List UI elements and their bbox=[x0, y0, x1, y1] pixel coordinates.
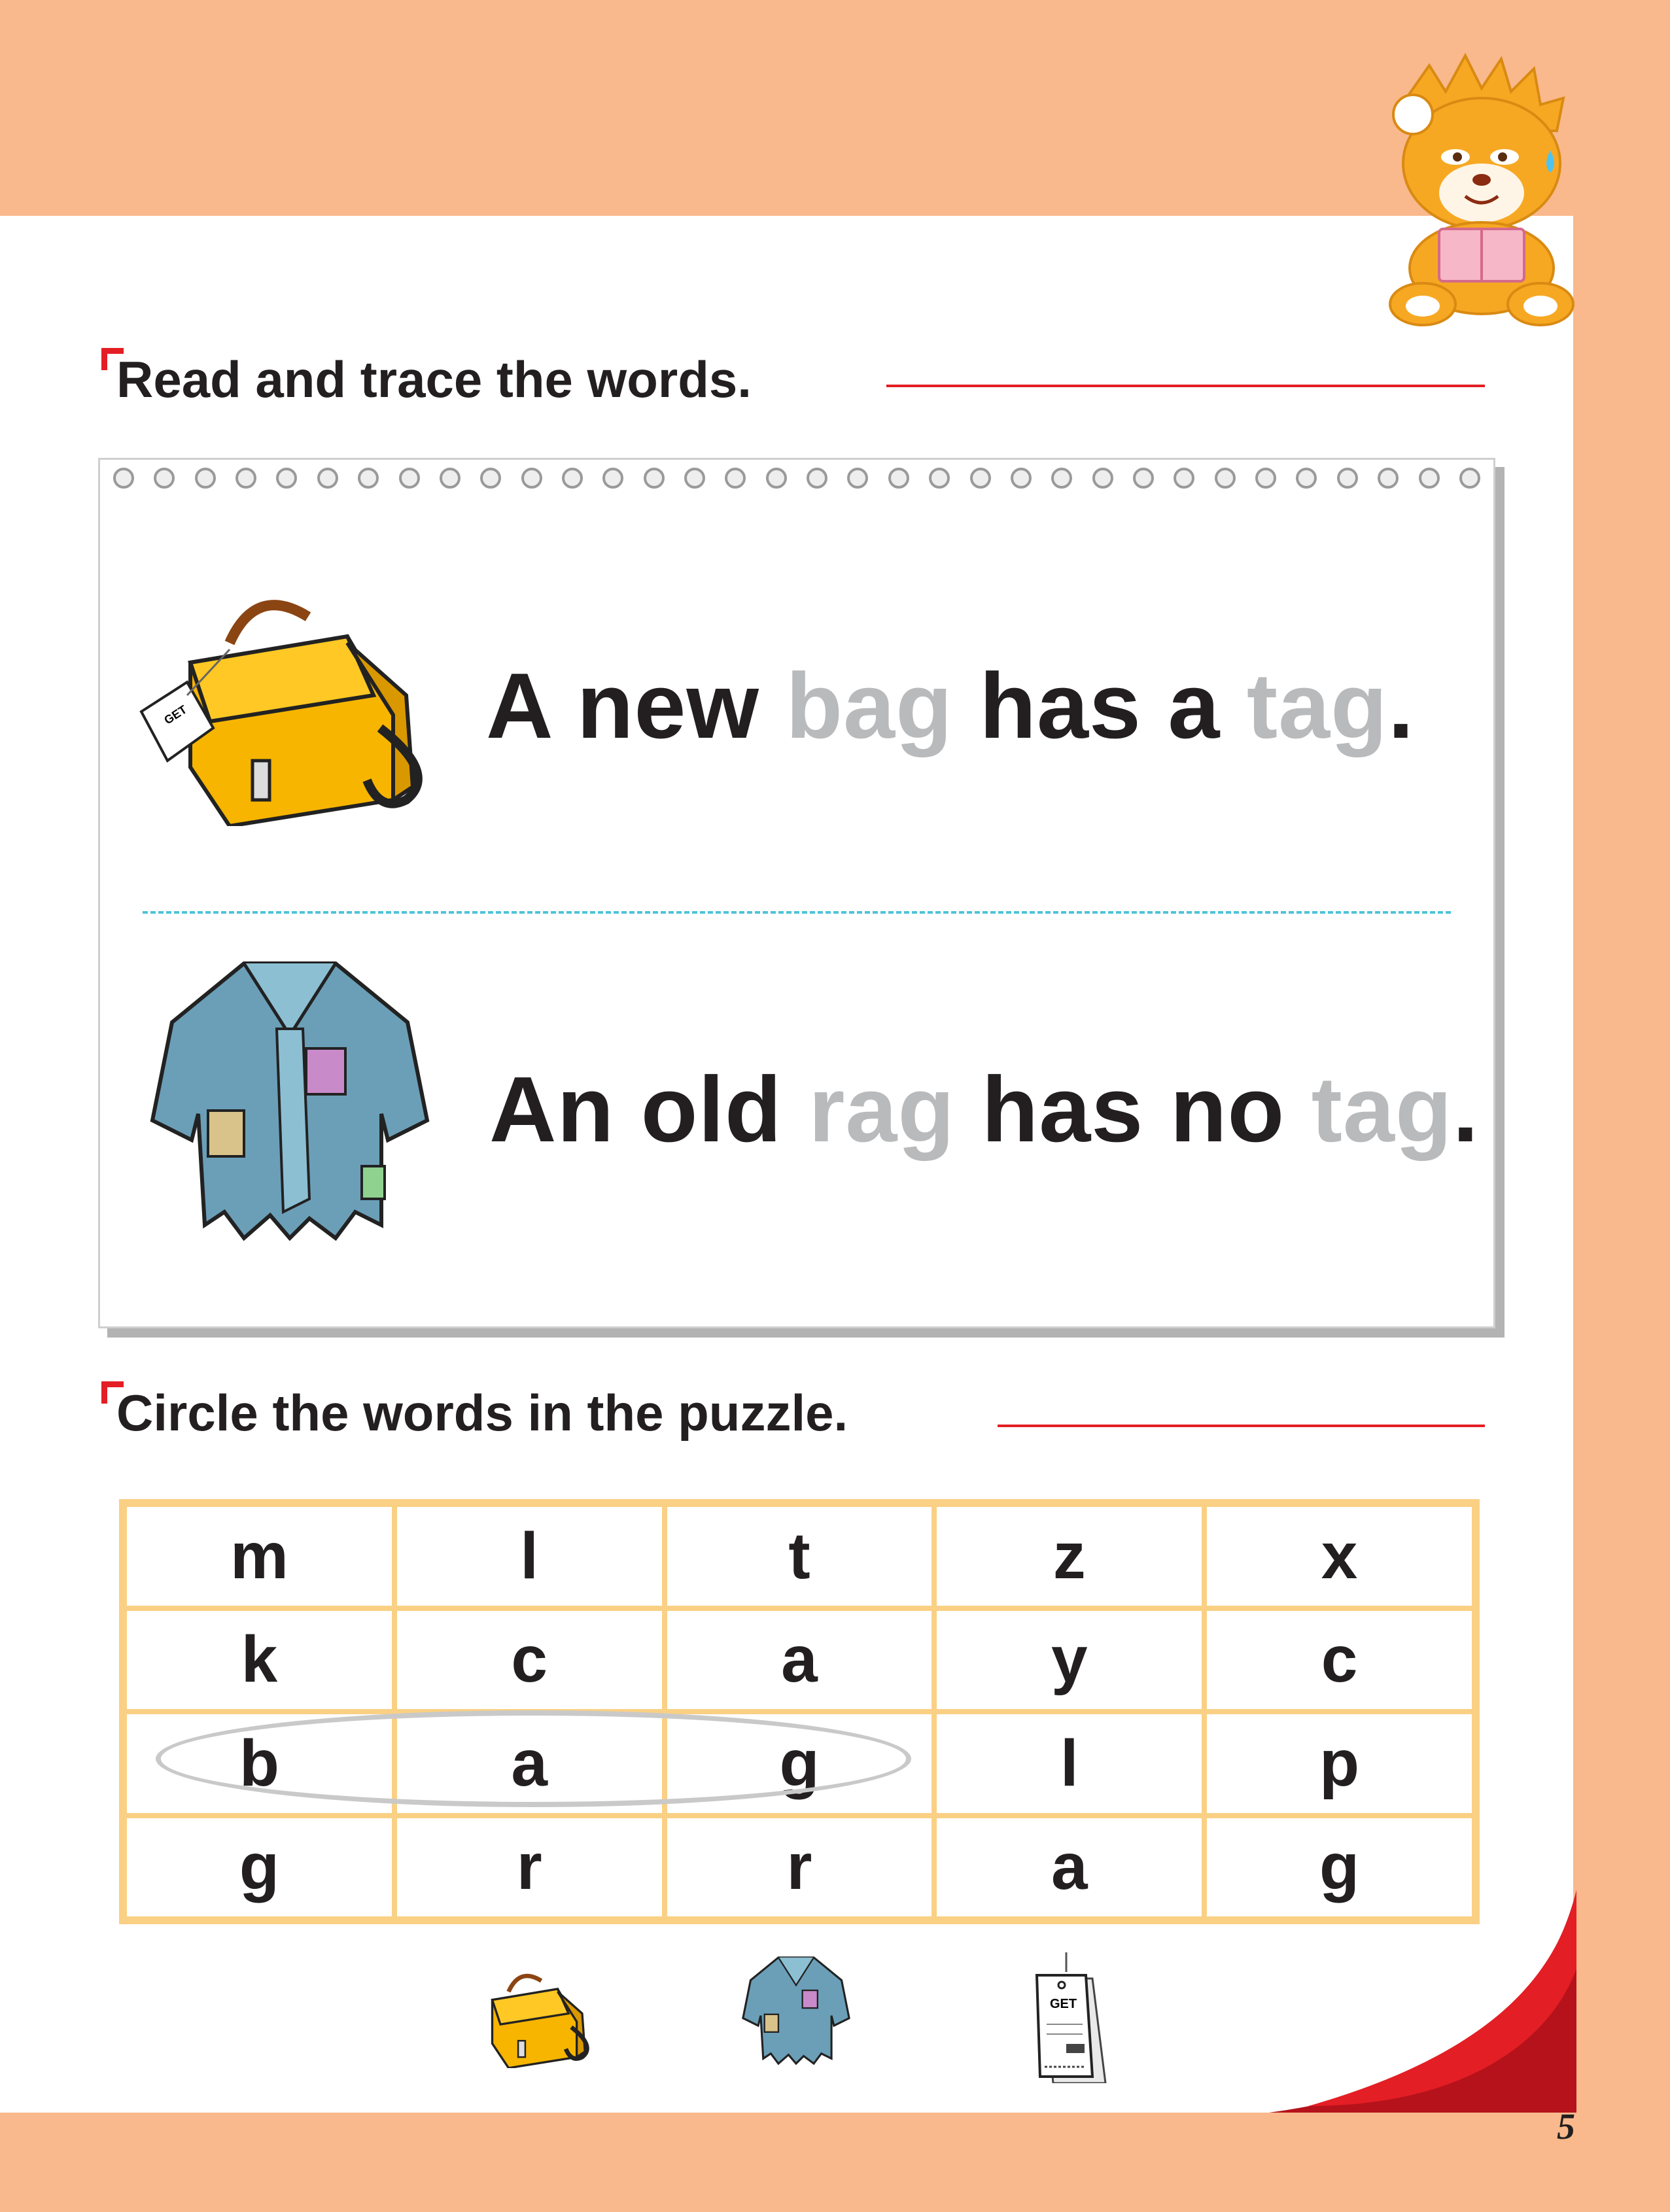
spiral-ring bbox=[1255, 468, 1276, 489]
puzzle-cell[interactable]: c bbox=[394, 1608, 665, 1712]
spiral-ring bbox=[1296, 468, 1317, 489]
puzzle-cell[interactable]: r bbox=[665, 1816, 935, 1920]
spiral-ring bbox=[766, 468, 787, 489]
example-answer-circle bbox=[156, 1710, 911, 1807]
spiral-ring bbox=[235, 468, 256, 489]
spiral-ring bbox=[521, 468, 542, 489]
sentence-1-middle: has a bbox=[952, 654, 1247, 758]
spiral-ring bbox=[602, 468, 623, 489]
sentence-1-start: A new bbox=[486, 654, 786, 758]
spiral-ring bbox=[317, 468, 338, 489]
tracing-card bbox=[98, 458, 1495, 1328]
spiral-ring bbox=[1459, 468, 1480, 489]
sentence-1 bbox=[486, 653, 1414, 760]
trace-word-bag: bag bbox=[786, 654, 953, 758]
puzzle-cell[interactable]: k bbox=[124, 1608, 394, 1712]
word-search-grid bbox=[119, 1499, 1480, 1924]
spiral-ring bbox=[1011, 468, 1032, 489]
spiral-ring bbox=[562, 468, 583, 489]
sentence-2-start: An old bbox=[489, 1058, 809, 1162]
page-number: 5 bbox=[1557, 2107, 1575, 2147]
price-tag-label: GET bbox=[1050, 1997, 1077, 2011]
spiral-ring bbox=[276, 468, 297, 489]
spiral-ring bbox=[725, 468, 746, 489]
bag-thumb-icon bbox=[468, 1959, 599, 2068]
dashed-divider bbox=[143, 911, 1451, 914]
puzzle-cell[interactable]: g bbox=[124, 1816, 394, 1920]
spiral-ring bbox=[970, 468, 991, 489]
bag-tag-label: GET bbox=[162, 702, 190, 727]
sentence-2 bbox=[489, 1056, 1479, 1164]
spiral-ring bbox=[929, 468, 950, 489]
puzzle-cell[interactable]: c bbox=[1204, 1608, 1474, 1712]
puzzle-cell[interactable]: p bbox=[1204, 1712, 1474, 1816]
puzzle-cell[interactable]: y bbox=[934, 1608, 1204, 1712]
spiral-ring bbox=[684, 468, 705, 489]
spiral-ring bbox=[807, 468, 827, 489]
puzzle-cell[interactable]: r bbox=[394, 1816, 665, 1920]
spiral-ring bbox=[644, 468, 665, 489]
spiral-ring bbox=[1133, 468, 1154, 489]
title-rule bbox=[886, 385, 1485, 387]
spiral-ring bbox=[440, 468, 461, 489]
rag-shirt-icon bbox=[146, 950, 434, 1251]
spiral-binding bbox=[113, 468, 1480, 494]
spiral-ring bbox=[113, 468, 134, 489]
spiral-ring bbox=[1174, 468, 1194, 489]
puzzle-cell[interactable]: a bbox=[934, 1816, 1204, 1920]
spiral-ring bbox=[399, 468, 420, 489]
puzzle-cell[interactable]: g bbox=[665, 1712, 935, 1816]
spiral-ring bbox=[1378, 468, 1399, 489]
puzzle-cell[interactable]: a bbox=[394, 1712, 665, 1816]
spiral-ring bbox=[1092, 468, 1113, 489]
puzzle-cell[interactable]: z bbox=[934, 1504, 1204, 1608]
title-rule bbox=[998, 1425, 1485, 1427]
spiral-ring bbox=[195, 468, 216, 489]
bag-icon bbox=[131, 564, 445, 826]
spiral-ring bbox=[1051, 468, 1072, 489]
spiral-ring bbox=[1215, 468, 1236, 489]
puzzle-cell[interactable]: g bbox=[1204, 1816, 1474, 1920]
tiger-mascot bbox=[1367, 52, 1603, 327]
spiral-ring bbox=[1337, 468, 1358, 489]
price-tag-icon bbox=[1030, 1952, 1109, 2083]
spiral-ring bbox=[358, 468, 379, 489]
puzzle-cell[interactable]: m bbox=[124, 1504, 394, 1608]
spiral-ring bbox=[888, 468, 909, 489]
spiral-ring bbox=[480, 468, 501, 489]
spiral-ring bbox=[1419, 468, 1440, 489]
puzzle-cell[interactable]: t bbox=[665, 1504, 935, 1608]
puzzle-cell[interactable]: b bbox=[124, 1712, 394, 1816]
sentence-1-end: . bbox=[1387, 654, 1415, 758]
spiral-ring bbox=[847, 468, 868, 489]
page-curl-decoration bbox=[1269, 1890, 1576, 2119]
trace-word-tag: tag bbox=[1246, 654, 1388, 758]
sentence-2-middle: has no bbox=[955, 1058, 1312, 1162]
puzzle-cell[interactable]: l bbox=[934, 1712, 1204, 1816]
spiral-ring bbox=[154, 468, 175, 489]
trace-word-tag: tag bbox=[1311, 1058, 1453, 1162]
puzzle-cell[interactable]: x bbox=[1204, 1504, 1474, 1608]
section-title-trace: Read and trace the words. bbox=[116, 351, 752, 408]
section-title-puzzle: Circle the words in the puzzle. bbox=[116, 1384, 848, 1442]
puzzle-cell[interactable]: a bbox=[665, 1608, 935, 1712]
rag-thumb-icon bbox=[740, 1952, 852, 2069]
sentence-2-end: . bbox=[1452, 1058, 1480, 1162]
trace-word-rag: rag bbox=[809, 1058, 956, 1162]
puzzle-cell[interactable]: l bbox=[394, 1504, 665, 1608]
